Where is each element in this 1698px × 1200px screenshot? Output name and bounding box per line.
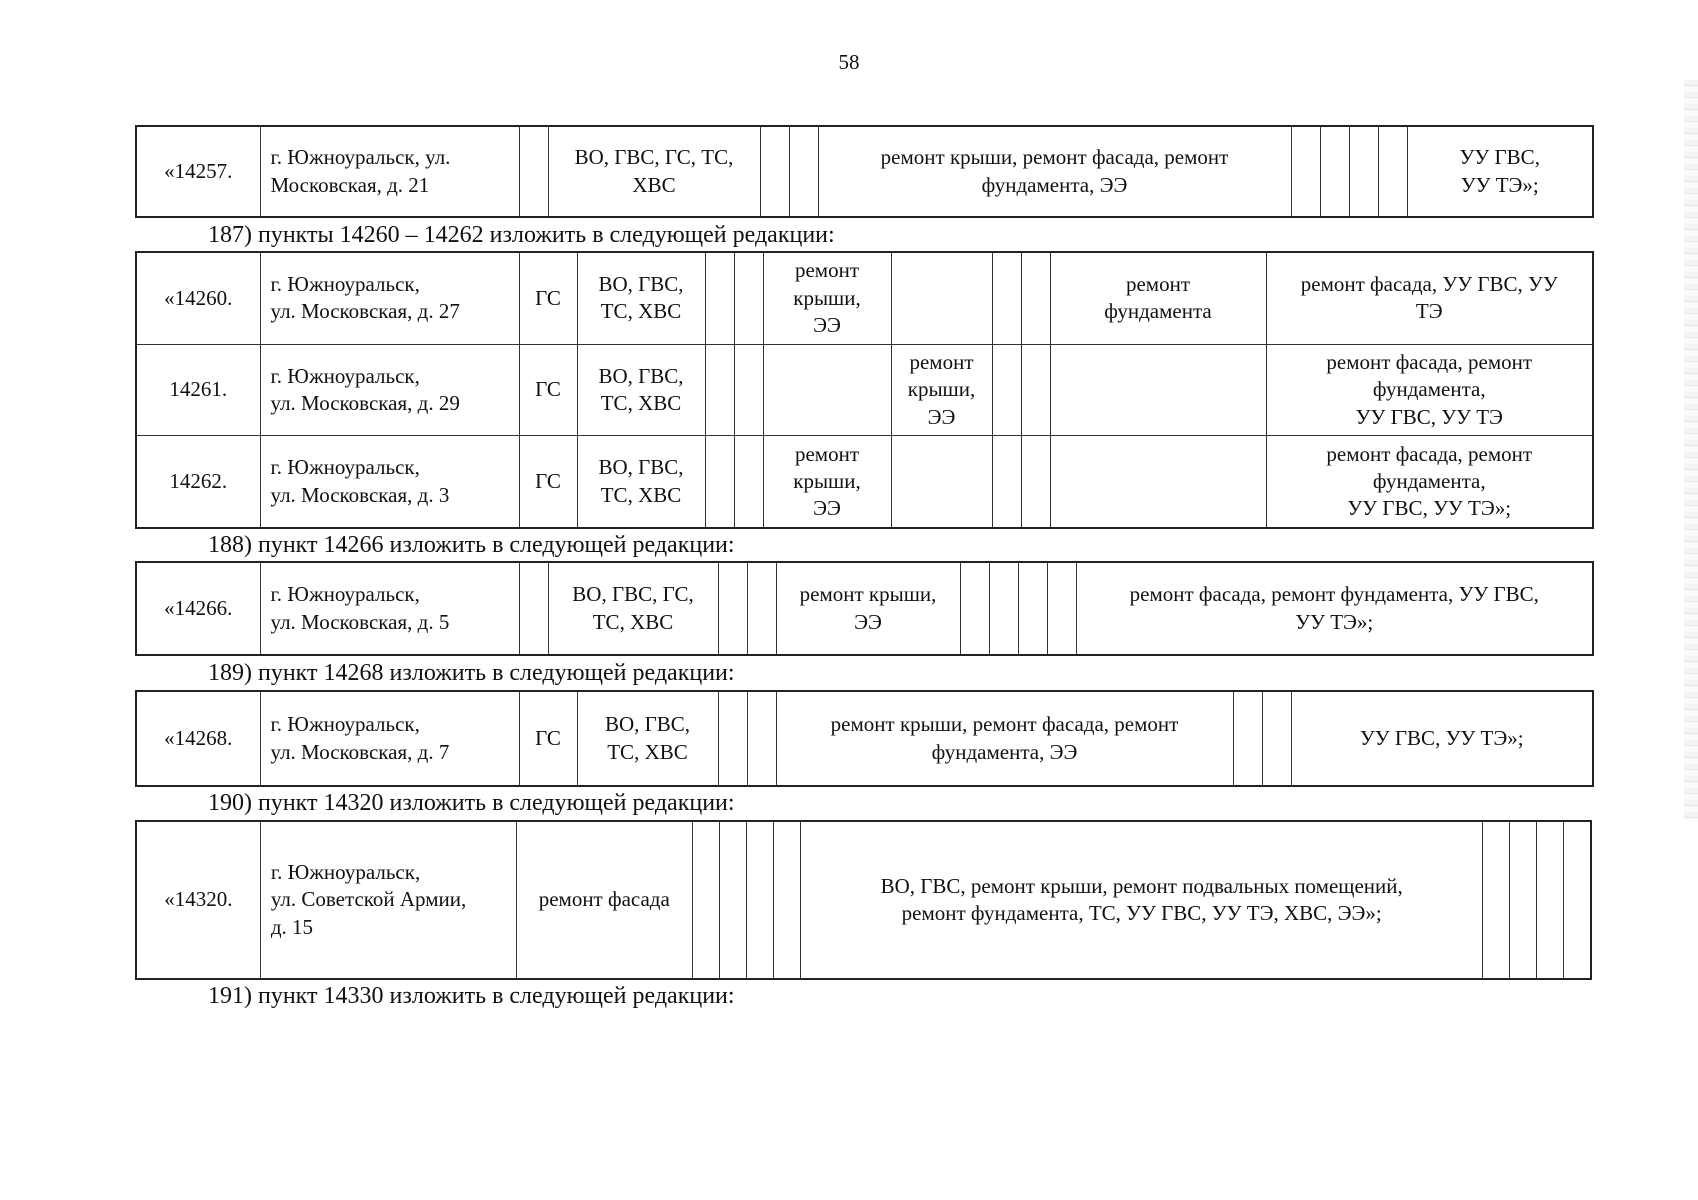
gs-cell: ГС <box>519 436 577 528</box>
item-number: «14257. <box>136 126 260 217</box>
utilities-cell <box>548 126 760 217</box>
table-item-14320 <box>135 820 1592 980</box>
cell-line: УУ ГВС, УУ ТЭ»; <box>1347 496 1512 521</box>
empty-cell <box>519 126 548 217</box>
empty-cell <box>989 562 1018 655</box>
address-cell <box>260 436 519 528</box>
item-number: «14268. <box>136 691 260 786</box>
empty-cell <box>519 562 548 655</box>
cell-line: ремонт <box>909 350 974 375</box>
cell-line: ТС, ХВС <box>600 390 682 415</box>
cell-line: ЭЭ <box>813 312 841 337</box>
repair-cell <box>818 126 1291 217</box>
address-cell <box>260 821 516 979</box>
repair-cell <box>776 691 1233 786</box>
table-row <box>136 821 1591 979</box>
empty-cell <box>1018 562 1047 655</box>
cell-line: ремонт крыши, ремонт фасада, ремонт <box>880 145 1229 170</box>
empty-cell <box>960 562 989 655</box>
empty-cell <box>734 252 763 344</box>
empty-cell <box>992 252 1021 344</box>
table-row <box>136 344 1593 436</box>
utilities-cell <box>577 252 705 344</box>
facade-metering-cell <box>1266 436 1593 528</box>
cell-line: ВО, ГВС, ГС, <box>572 582 694 607</box>
empty-cell <box>747 691 776 786</box>
item-number: «14320. <box>136 821 260 979</box>
metering-cell: УУ ГВС, УУ ТЭ»; <box>1291 691 1593 786</box>
item-number: «14266. <box>136 562 260 655</box>
address-cell <box>260 344 519 436</box>
utilities-cell <box>548 562 718 655</box>
cell-line: ВО, ГВС, <box>598 272 684 297</box>
address-line: г. Южноуральск, <box>270 272 420 297</box>
empty-cell <box>1564 821 1591 979</box>
empty-cell <box>1349 126 1378 217</box>
empty-cell <box>774 821 801 979</box>
cell-line: ТС, ХВС <box>600 482 682 507</box>
cell-line: ЭЭ <box>927 404 956 429</box>
cell-line: ремонт <box>1125 272 1191 297</box>
cell-line: ТС, ХВС <box>592 609 674 634</box>
facade-metering-cell <box>1266 344 1593 436</box>
empty-cell <box>1021 436 1050 528</box>
empty-cell <box>1510 821 1537 979</box>
address-line: г. Южноуральск, ул. <box>270 145 451 170</box>
instruction-190: 190) пункт 14320 изложить в следующей редакции: <box>208 790 735 816</box>
address-cell <box>260 562 519 655</box>
address-line: ул. Московская, д. 27 <box>270 299 460 324</box>
empty-cell <box>747 821 774 979</box>
roof-repair-cell <box>763 436 891 528</box>
address-line: г. Южноуральск, <box>270 860 421 885</box>
empty-cell <box>705 344 734 436</box>
cell-line: ТС, ХВС <box>607 739 688 764</box>
table-item-14268 <box>135 690 1592 787</box>
cell-line: крыши, <box>793 285 861 310</box>
cell-line: ТЭ <box>1415 299 1443 324</box>
empty-cell <box>1378 126 1407 217</box>
empty-cell <box>705 252 734 344</box>
table-row <box>136 436 1593 528</box>
cell-line: ВО, ГВС, <box>598 363 684 388</box>
cell-line: фундамента, <box>1372 377 1486 402</box>
address-line: Московская, д. 21 <box>270 172 430 197</box>
address-cell <box>260 126 519 217</box>
empty-cell <box>718 562 747 655</box>
cell-line: крыши, <box>793 469 861 493</box>
address-line: г. Южноуральск, <box>270 582 420 607</box>
empty-cell <box>720 821 747 979</box>
gs-cell: ГС <box>519 252 577 344</box>
metering-cell <box>1407 126 1593 217</box>
cell-line: фундамента, <box>1372 469 1486 493</box>
empty-cell <box>1320 126 1349 217</box>
item-number: 14261. <box>136 344 260 436</box>
cell-line: ЭЭ <box>813 496 841 521</box>
foundation-repair-cell <box>1050 252 1266 344</box>
roof-repair-cell <box>776 562 960 655</box>
table-item-14266 <box>135 561 1592 656</box>
cell-line: ремонт фасада, ремонт <box>1326 350 1533 375</box>
empty-cell <box>1050 344 1266 436</box>
gs-cell: ГС <box>519 344 577 436</box>
utilities-cell <box>577 691 718 786</box>
address-line: ул. Советской Армии, <box>270 887 467 912</box>
cell-line: ЭЭ <box>854 609 882 634</box>
roof-repair-cell <box>763 252 891 344</box>
empty-cell <box>1291 126 1320 217</box>
table-items-14260-14262 <box>135 251 1592 529</box>
cell-line: фундамента, ЭЭ <box>981 172 1128 197</box>
address-line: ул. Московская, д. 3 <box>270 482 450 507</box>
address-line: ул. Московская, д. 7 <box>270 739 450 764</box>
cell-line: УУ ГВС, <box>1459 145 1540 170</box>
table-row <box>136 252 1593 344</box>
item-number: 14262. <box>136 436 260 528</box>
cell-line: УУ ТЭ»; <box>1295 609 1374 634</box>
instruction-191: 191) пункт 14330 изложить в следующей редакции: <box>208 983 735 1009</box>
empty-cell <box>1021 252 1050 344</box>
address-line: ул. Московская, д. 5 <box>270 609 450 634</box>
page-number: 58 <box>838 50 860 74</box>
cell-line: ремонт <box>794 258 860 283</box>
facade-metering-cell <box>1076 562 1593 655</box>
cell-line: ремонт крыши, ремонт фасада, ремонт <box>830 712 1179 737</box>
cell-line: ремонт <box>794 441 860 466</box>
facade-metering-cell <box>1266 252 1593 344</box>
empty-cell <box>1483 821 1510 979</box>
table-row <box>136 562 1593 655</box>
cell-line: ВО, ГВС, <box>598 455 684 480</box>
cell-line: ремонт фасада, УУ ГВС, УУ <box>1300 272 1558 297</box>
empty-cell <box>693 821 720 979</box>
empty-cell <box>789 126 818 217</box>
empty-cell <box>718 691 747 786</box>
gs-cell: ГС <box>519 691 577 786</box>
cell-line: ремонт фасада, ремонт фундамента, УУ ГВС, <box>1129 582 1539 607</box>
address-cell <box>260 691 519 786</box>
instruction-187: 187) пункты 14260 – 14262 изложить в следующей редакции: <box>208 222 835 248</box>
address-line: г. Южноуральск, <box>270 712 420 737</box>
address-line: ул. Московская, д. 29 <box>270 390 460 415</box>
address-line: г. Южноуральск, <box>270 363 420 388</box>
empty-cell <box>1537 821 1564 979</box>
cell-line: ВО, ГВС, ГС, ТС, <box>574 145 734 170</box>
empty-cell <box>747 562 776 655</box>
cell-line: крыши, <box>907 377 976 402</box>
address-line: д. 15 <box>270 914 314 939</box>
facade-repair-cell: ремонт фасада <box>516 821 692 979</box>
cell-line: ТС, ХВС <box>600 299 682 324</box>
empty-cell <box>734 436 763 528</box>
empty-cell <box>992 344 1021 436</box>
cell-line: ремонт фасада, ремонт <box>1326 441 1533 466</box>
table-row <box>136 691 1593 786</box>
cell-line: ХВС <box>632 172 676 197</box>
address-line: г. Южноуральск, <box>270 455 420 480</box>
cell-line: ремонт фундамента, ТС, УУ ГВС, УУ ТЭ, ХВС, ЭЭ»; <box>901 901 1382 925</box>
instruction-188: 188) пункт 14266 изложить в следующей редакции: <box>208 532 735 558</box>
empty-cell <box>992 436 1021 528</box>
cell-line: ВО, ГВС, ремонт крыши, ремонт подвальных помещений, <box>880 873 1403 898</box>
empty-cell <box>734 344 763 436</box>
cell-line: УУ ТЭ»; <box>1460 172 1539 197</box>
empty-cell <box>891 436 992 528</box>
empty-cell <box>763 344 891 436</box>
utilities-cell <box>577 436 705 528</box>
cell-line: ВО, ГВС, <box>604 712 691 737</box>
works-list-cell <box>801 821 1483 979</box>
instruction-189: 189) пункт 14268 изложить в следующей редакции: <box>208 660 735 686</box>
empty-cell <box>760 126 789 217</box>
roof-repair-cell <box>891 344 992 436</box>
cell-line: ремонт крыши, <box>799 582 937 607</box>
address-cell <box>260 252 519 344</box>
table-row <box>136 126 1593 217</box>
cell-line: УУ ГВС, УУ ТЭ <box>1355 404 1503 429</box>
empty-cell <box>705 436 734 528</box>
utilities-cell <box>577 344 705 436</box>
cell-line: фундамента, ЭЭ <box>931 739 1078 764</box>
empty-cell <box>891 252 992 344</box>
empty-cell <box>1021 344 1050 436</box>
scan-edge-artifact <box>1684 80 1698 820</box>
empty-cell <box>1233 691 1262 786</box>
empty-cell <box>1262 691 1291 786</box>
empty-cell <box>1050 436 1266 528</box>
empty-cell <box>1047 562 1076 655</box>
cell-line: фундамента <box>1104 299 1212 324</box>
item-number: «14260. <box>136 252 260 344</box>
table-item-14257 <box>135 125 1592 218</box>
